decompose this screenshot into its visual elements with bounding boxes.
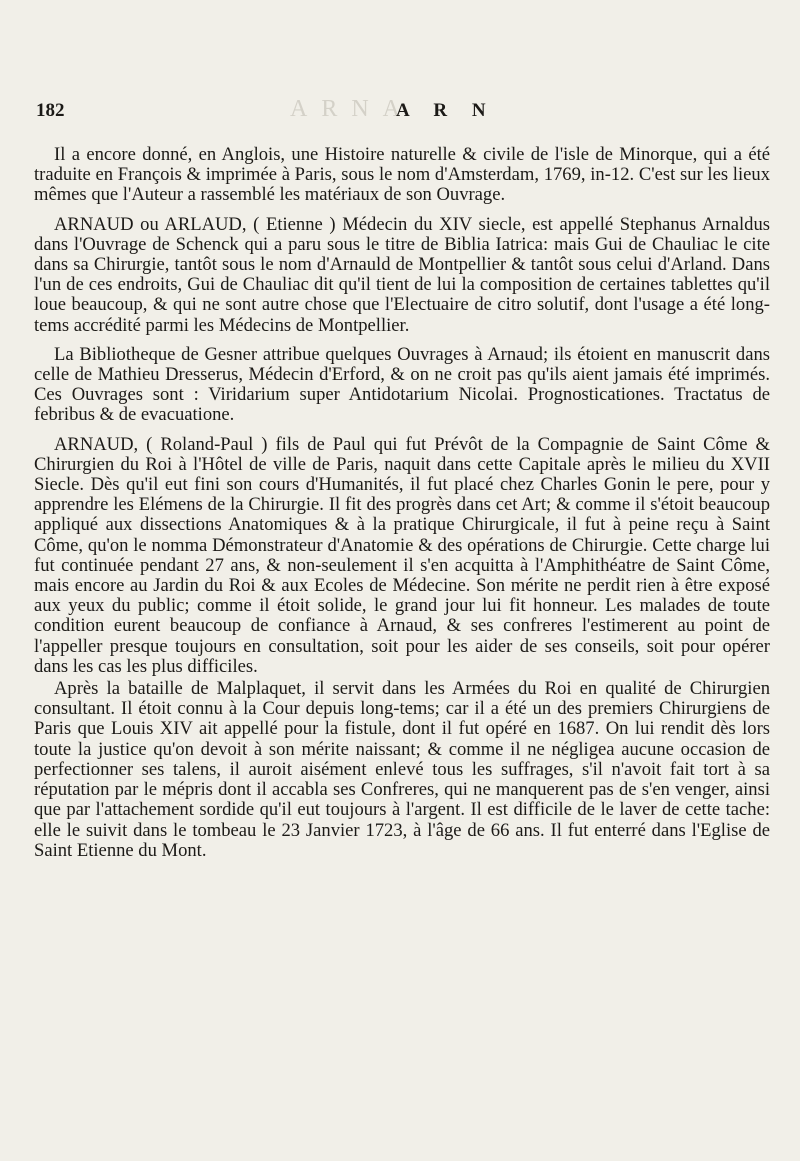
paragraph-arnaud-etienne: ARNAUD ou ARLAUD, ( Etienne ) Médecin du XIV siecle, est appellé Stephanus Arnaldus dans l'Ouvrage de Schenck qui a paru sous le titre de Biblia Iatrica: mais Gui de Chauliac le cite dans sa Chirurgie, tantôt sous le nom d'Arnauld de Montpellier & tantôt sous celui d'Arland. Dans l'un de ces endroits, Gui de Chauliac dit qu'il tient de lui la composition de certaines tablettes qu'il loue beaucoup, & qui ne sont autre chose que l'Electuaire de citro solutif, dont l'usage a été long-tems accrédité parmi les Médecins de Montpellier. — [34, 213, 770, 336]
running-title: A R N — [396, 100, 496, 121]
page-number: 182 — [36, 100, 65, 121]
body-text — [34, 145, 770, 870]
paragraph-malplaquet: Après la bataille de Malplaquet, il servit dans les Armées du Roi en qualité de Chirurgien consultant. Il étoit connu à la Cour depuis long-tems; car il a été un des premiers Chirurgiens de Paris que Louis XIV ait appellé pour la fistule, dont il fut opéré en 1687. On lui rendit dès lors toute la justice qu'on devoit à son mérite naissant; & comme il ne négligea aucune occasion de perfectionner ses talens, il auroit aisément enlevé tous les suffrages, s'il n'avoit fait tort à sa réputation par le mépris dont il accabla ses Confreres, qui ne manquerent pas de s'en venger, ainsi que par l'attachement sordide qu'il eut toujours à l'argent. Il est difficile de le laver de cette tache: elle le suivit dans le tombeau le 23 Janvier 1723, à l'âge de 66 ans. Il fut enterré dans l'Eglise de Saint Etienne du Mont. — [34, 678, 770, 861]
paragraph-gesner-bibliotheque: La Bibliotheque de Gesner attribue quelques Ouvrages à Arnaud; ils étoient en manuscrit dans celle de Mathieu Dresserus, Médecin d'Erford, & on ne croit pas qu'ils aient jamais été imprimés. Ces Ouvrages sont : Viridarium super Antidotarium Nicolai. Prognosticationes. Tractatus de febribus & de evacuatione. — [34, 343, 770, 426]
page-header — [36, 100, 776, 130]
show-through-heading: ARNA — [290, 96, 415, 122]
paragraph-minorque: Il a encore donné, en Anglois, une Histoire naturelle & civile de l'isle de Minorque, qui a été traduite en François & imprimée à Paris, sous le nom d'Amsterdam, 1769, in-12. C'est sur les lieux mêmes que l'Auteur a rassemblé les matériaux de son Ouvrage. — [34, 144, 770, 206]
paragraph-arnaud-roland-paul: ARNAUD, ( Roland-Paul ) fils de Paul qui fut Prévôt de la Compagnie de Saint Côme & Chirurgien du Roi à l'Hôtel de ville de Paris, naquit dans cette Capitale après le milieu du XVII Siecle. Dès qu'il eut fini son cours d'Humanités, il fut placé chez Charles Gonin le pere, pour y apprendre les Elémens de la Chirurgie. Il fit des progrès dans cet Art; & comme il s'étoit beaucoup appliqué aux dissections Anatomiques & à la pratique Chirurgicale, il fut à peine reçu à Saint Côme, qu'on le nomma Démonstrateur d'Anatomie & des opérations de Chirurgie. Cette charge lui fut continuée pendant 27 ans, & non-seulement il s'en acquitta à l'Amphithéatre de Saint Côme, mais encore au Jardin du Roi & aux Ecoles de Médecine. Son mérite ne perdit rien à être exposé aux yeux du public; comme il étoit solide, le grand jour lui fit honneur. Les malades de toute condition eurent beaucoup de confiance à Arnaud, & ses confreres l'estimerent au point de l'appeller presque toujours en consultation, soit pour les aider de ses conseils, soit pour opérer dans les cas les plus difficiles. — [34, 433, 770, 677]
